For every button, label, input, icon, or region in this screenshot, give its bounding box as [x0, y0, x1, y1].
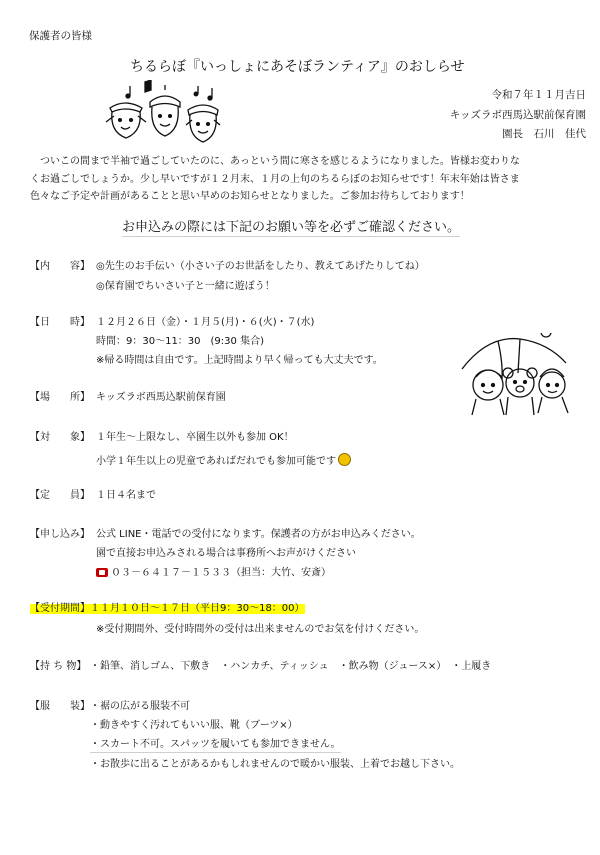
apply-line: 園で直接お申込みされる場合は事務所へお声がけください	[96, 548, 356, 559]
capacity-label: 【定 員】	[30, 490, 90, 501]
content-line: ◎保育園でちいさい子と一緒に遊ぼう！	[96, 281, 275, 292]
place-line: キッズラボ西馬込駅前保育園	[96, 392, 226, 403]
target-line: 小学１年生以上の児童であればだれでも参加可能です	[96, 453, 351, 467]
target-line: １年生～上限なし、卒園生以外も参加 OK！	[96, 432, 294, 443]
intro-line: ついこの間まで半袖で過ごしていたのに、あっという間に寒さを感じるようになりました。皆様お変わりな	[40, 156, 520, 167]
datetime-line: １２月２６日（金）・１月５(月)・６(火)・７(水)	[96, 317, 315, 328]
intro-line: くお過ごしでしょうか。少し早いですが１２月末、１月の上旬のちるらぼのお知らせです！年末年始は皆さま	[30, 174, 520, 185]
datetime-line: 時間：9：30～11：30 (9:30 集合)	[96, 336, 264, 347]
clothes-label: 【服 装】	[30, 701, 90, 712]
issue-date: 令和７年１１月吉日	[491, 89, 586, 101]
clothes-line: ・お散歩に出ることがあるかもしれませんので暖かい服装、上着でお越し下さい。	[90, 759, 460, 770]
place-label: 【場 所】	[30, 392, 90, 403]
addressee: 保護者の皆様	[29, 30, 92, 42]
intro-line: 色々なご予定や計画があることと思い早めのお知らせとなりました。ご参加お待ちしております！	[30, 191, 470, 202]
content-label: 【内 容】	[30, 261, 90, 272]
items-line: ・鉛筆、消しゴム、下敷き ・ハンカチ、ティッシュ ・飲み物（ジュース×） ・上履き	[90, 661, 492, 672]
items-label: 【持 ち 物】	[30, 661, 87, 672]
organization-name: キッズラボ西馬込駅前保育園	[449, 109, 586, 121]
period-line: １１月１０日～１７日（平日9：30～18：00）	[90, 603, 305, 614]
period-label: 【受付期間】	[30, 603, 90, 614]
clothes-line: ・スカート不可。スパッツを履いても参加できません。	[90, 740, 341, 753]
acorn-characters-illustration	[100, 80, 230, 145]
apply-label: 【申し込み】	[30, 529, 90, 540]
clothes-line: ・動きやすく汚れてもいい服、靴（ブーツ×）	[90, 720, 298, 731]
page-title: ちるらぼ『いっしょにあそぼランティア』のおしらせ	[130, 59, 465, 75]
period-note: ※受付期間外、受付時間外の受付は出来ませんのでお気を付けください。	[96, 624, 425, 635]
apply-line: 公式 LINE・電話での受付になります。保護者の方がお申込みください。	[96, 529, 421, 540]
content-line: ◎先生のお手伝い（小さい子のお世話をしたり、教えてあげたりしてね）	[96, 261, 425, 272]
notice-heading: お申込みの際には下記のお願い等を必ずご確認ください。	[122, 220, 461, 235]
smiley-face-icon	[338, 453, 351, 466]
children-under-umbrella-illustration	[458, 333, 576, 417]
period-row	[30, 604, 305, 614]
phone-line: ０３－６４１７－１５３３（担当：大竹、安斎）	[96, 568, 331, 579]
target-label: 【対 象】	[30, 432, 90, 443]
datetime-line: ※帰る時間は自由です。上記時間より早く帰っても大丈夫です。	[96, 355, 383, 366]
telephone-icon	[96, 568, 108, 577]
clothes-line: ・裾の広がる服装不可	[90, 701, 190, 712]
datetime-label: 【日 時】	[30, 317, 90, 328]
director-name: 園長 石川 佳代	[502, 128, 586, 140]
capacity-line: １日４名まで	[96, 490, 156, 501]
